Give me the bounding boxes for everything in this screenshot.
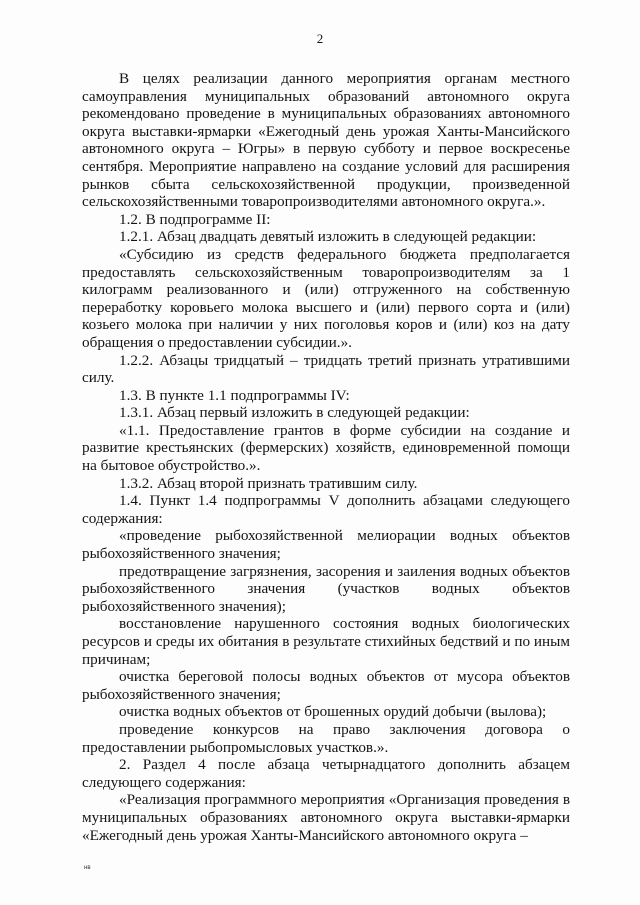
paragraph: 1.4. Пункт 1.4 подпрограммы V дополнить абзацами следующего содержания: xyxy=(82,492,570,527)
paragraph: 2. Раздел 4 после абзаца четырнадцатого дополнить абзацем следующего содержания: xyxy=(82,756,570,791)
paragraph: В целях реализации данного мероприятия органам местного самоуправления муниципальных образований автономного округа рекомендовано проведение в муниципальных образованиях автономного округа выставки-ярмарки «Ежегодный день урожая Ханты-Мансийского автономного округа – Югры» в первую субботу и первое воскресенье сентября. Мероприятие направлено на создание условий для расширения рынков сбыта сельскохозяйственной продукции, произведенной сельскохозяйственными товаропроизводителями автономного округа.». xyxy=(82,70,570,211)
paragraph: проведение конкурсов на право заключения договора о предоставлении рыбопромысловых участков.». xyxy=(82,720,570,756)
paragraph: «1.1. Предоставление грантов в форме субсидии на создание и развитие крестьянских (фермерских) хозяйств, единовременной помощи на бытовое обустройство.». xyxy=(82,421,570,475)
paragraph: 1.2.1. Абзац двадцать девятый изложить в следующей редакции: xyxy=(119,228,537,246)
paragraph: очистка водных объектов от брошенных орудий добычи (вылова); xyxy=(119,703,547,721)
page-number: 2 xyxy=(316,31,324,46)
paragraph: «Субсидию из средств федерального бюджета предполагается предоставлять сельскохозяйственным товаропроизводителям за 1 килограмм реализованного и (или) отгруженного на собственную переработку коровьего молока высшего и (или) первого сорта и (или) козьего молока при наличии у них поголовья коров и (или) коз на дату обращения о предоставлении субсидии.». xyxy=(82,245,570,351)
paragraph: 1.2.2. Абзацы тридцатый – тридцать третий признать утратившими силу. xyxy=(82,351,570,387)
paragraph: очистка береговой полосы водных объектов от мусора объектов рыбохозяйственного значения; xyxy=(82,668,570,703)
paragraph: предотвращение загрязнения, засорения и заиления водных объектов рыбохозяйственного значения (участков водных объектов рыбохозяйственного значения); xyxy=(82,562,570,615)
paragraph: «проведение рыбохозяйственной мелиорации водных объектов рыбохозяйственного значения; xyxy=(82,527,570,563)
footer-mark: нв xyxy=(84,865,91,871)
paragraph: 1.3.2. Абзац второй признать тратившим силу. xyxy=(119,474,418,492)
paragraph: восстановление нарушенного состояния водных биологических ресурсов и среды их обитания в результате стихийных бедствий и по иным причинам; xyxy=(82,615,570,668)
paragraph: 1.2. В подпрограмме II: xyxy=(119,210,271,228)
paragraph: 1.3.1. Абзац первый изложить в следующей редакции: xyxy=(119,404,470,422)
paragraph: 1.3. В пункте 1.1 подпрограммы IV: xyxy=(119,386,350,404)
paragraph: «Реализация программного мероприятия «Организация проведения в муниципальных образованиях автономного округа выставки-ярмарки «Ежегодный день урожая Ханты-Мансийского автономного округа – xyxy=(82,791,570,844)
document-body xyxy=(82,70,570,844)
